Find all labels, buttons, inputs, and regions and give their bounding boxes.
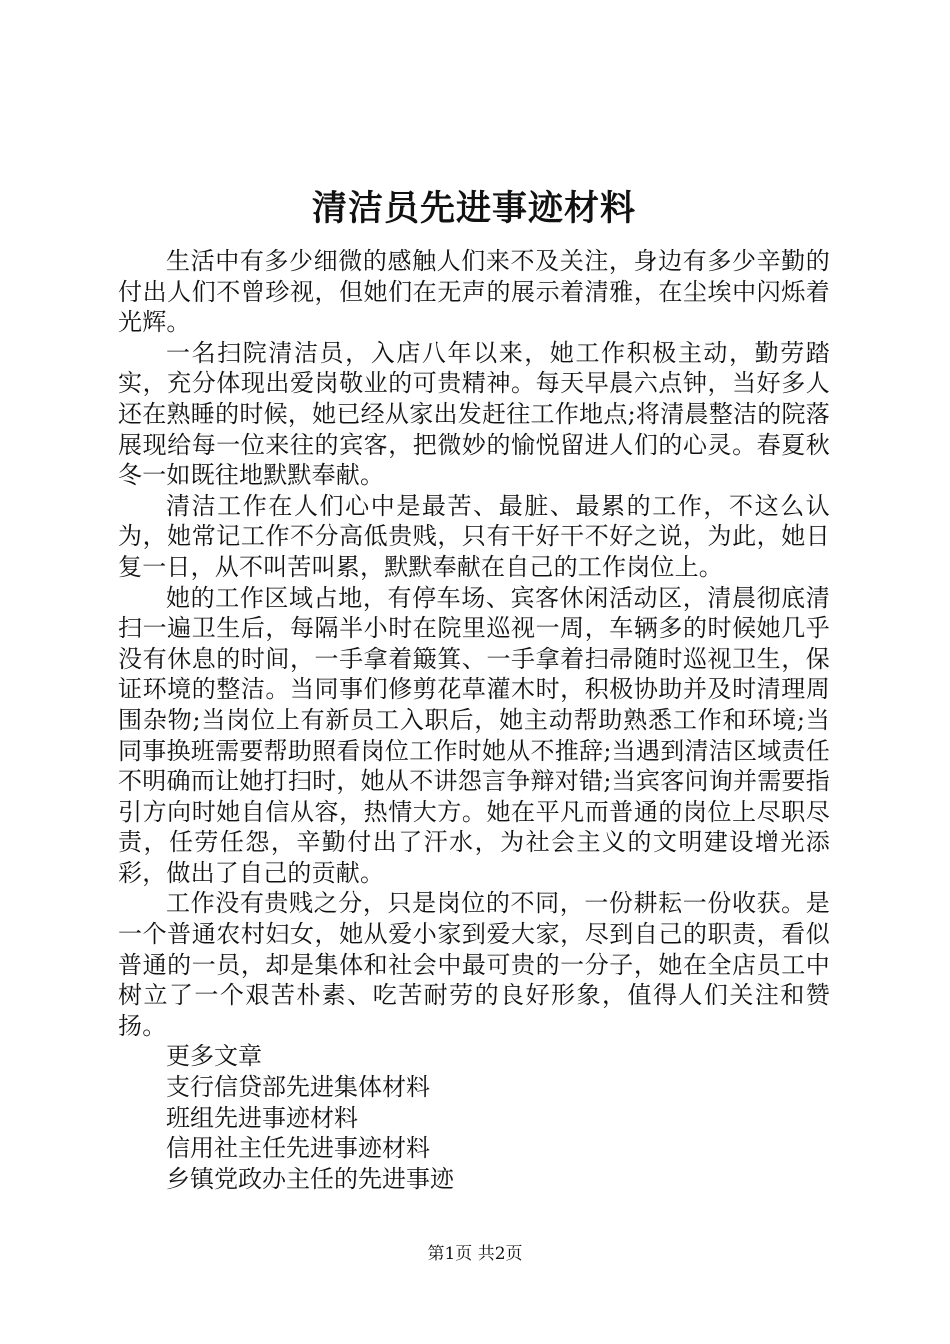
related-link-3[interactable]: 信用社主任先进事迹材料 — [166, 1134, 430, 1163]
related-articles — [118, 1041, 830, 1194]
document-title: 清洁员先进事迹材料 — [311, 188, 636, 229]
related-heading: 更多文章 — [166, 1042, 262, 1071]
related-link-2[interactable]: 班组先进事迹材料 — [166, 1103, 358, 1132]
paragraph-1: 生活中有多少细微的感触人们来不及关注，身边有多少辛勤的付出人们不曾珍视，但她们在无声的展示着清雅，在尘埃中闪烁着光辉。 — [118, 247, 830, 337]
paragraph-4: 她的工作区域占地，有停车场、宾客休闲活动区，清晨彻底清扫一遍卫生后，每隔半小时在院里巡视一周，车辆多的时候她几乎没有休息的时间，一手拿着簸箕、一手拿着扫帚随时巡视卫生，保证环境的整洁。当同事们修剪花草灌木时，积极协助并及时清理周围杂物;当岗位上有新员工入职后，她主动帮助熟悉工作和环境;当同事换班需要帮助照看岗位工作时她从不推辞;当遇到清洁区域责任不明确而让她打扫时，她从不讲怨言争辩对错;当宾客问询并需要指引方向时她自信从容，热情大方。她在平凡而普通的岗位上尽职尽责，任劳任怨，辛勤付出了汗水，为社会主义的文明建设增光添彩，做出了自己的贡献。 — [118, 583, 830, 887]
paragraph-2: 一名扫院清洁员，入店八年以来，她工作积极主动，勤劳踏实，充分体现出爱岗敬业的可贵精神。每天早晨六点钟，当好多人还在熟睡的时候，她已经从家出发赶往工作地点;将清晨整洁的院落展现给每一位来往的宾客，把微妙的愉悦留进人们的心灵。春夏秋冬一如既往地默默奉献。 — [118, 338, 830, 490]
related-link-1[interactable]: 支行信贷部先进集体材料 — [166, 1073, 430, 1102]
page-footer: 第1页 共2页 — [427, 1244, 523, 1264]
paragraph-5: 工作没有贵贱之分，只是岗位的不同，一份耕耘一份收获。是一个普通农村妇女，她从爱小家到爱大家，尽到自己的职责，看似普通的一员，却是集体和社会中最可贵的一分子，她在全店员工中树立了一个艰苦朴素、吃苦耐劳的良好形象，值得人们关注和赞扬。 — [118, 889, 830, 1040]
document-page — [118, 178, 830, 1194]
related-link-4[interactable]: 乡镇党政办主任的先进事迹 — [166, 1164, 454, 1193]
paragraph-3: 清洁工作在人们心中是最苦、最脏、最累的工作，不这么认为，她常记工作不分高低贵贱，只有干好干不好之说，为此，她日复一日，从不叫苦叫累，默默奉献在自己的工作岗位上。 — [118, 491, 830, 581]
